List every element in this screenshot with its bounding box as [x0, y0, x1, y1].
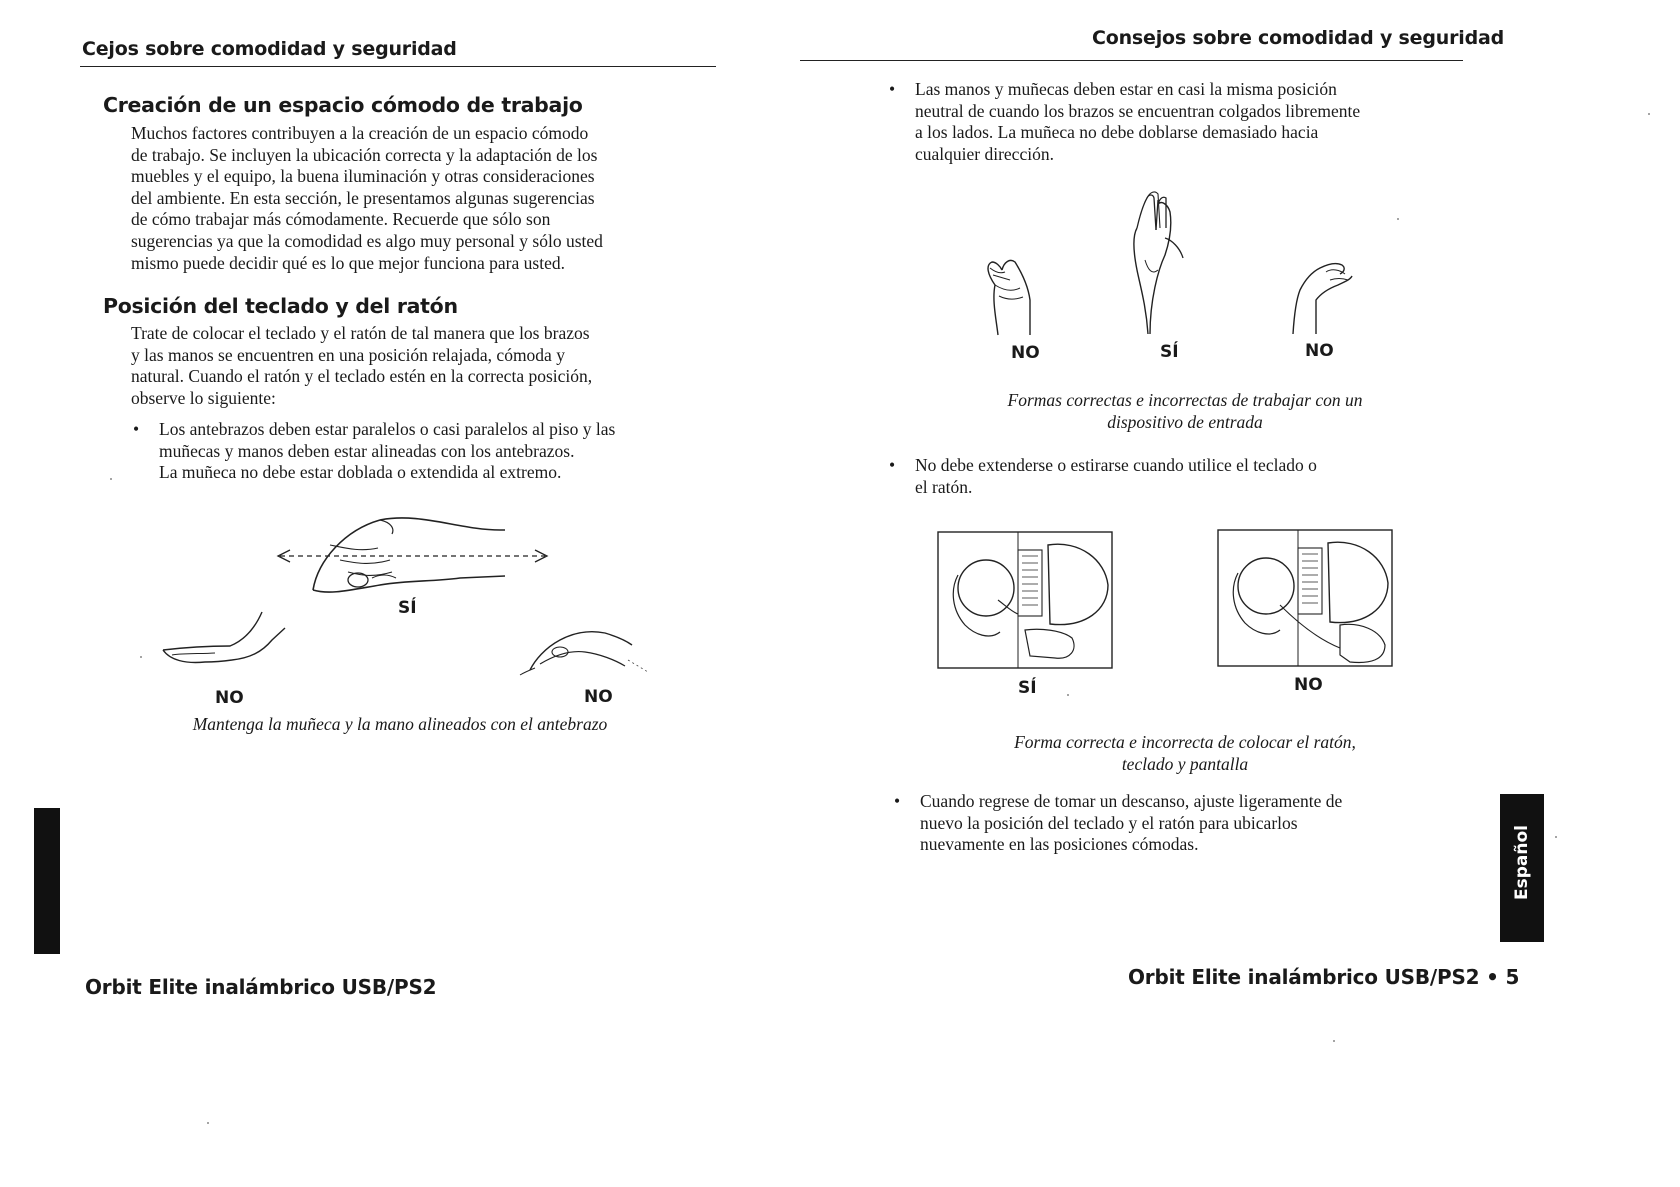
label-no: NO	[1305, 341, 1334, 361]
text-line: Los antebrazos deben estar paralelos o casi paralelos al piso y las	[159, 419, 616, 439]
language-side-tab	[1500, 794, 1544, 942]
left-footer: Orbit Elite inalámbrico USB/PS2	[85, 975, 437, 999]
text-line: nuevo la posición del teclado y el ratón para ubicarlos	[920, 812, 1298, 833]
bullet-dot: •	[889, 79, 896, 99]
label-yes: SÍ	[1018, 678, 1037, 698]
scan-speck	[1397, 218, 1399, 220]
text-line: muebles y el equipo, la buena iluminación y otras consideraciones	[131, 166, 595, 187]
figure-caption: Mantenga la muñeca y la mano alineados con el antebrazo	[192, 714, 608, 734]
scan-speck	[110, 478, 112, 480]
text-line: observe lo siguiente:	[131, 387, 276, 408]
bullet-after-break	[894, 791, 1480, 856]
caption-line: teclado y pantalla	[1121, 754, 1249, 774]
bullet-dot: •	[133, 419, 140, 439]
scan-speck	[207, 1122, 209, 1124]
text-line: cualquier dirección.	[915, 143, 1054, 164]
right-running-head: Consejos sobre comodidad y seguridad	[1092, 27, 1504, 49]
bullet-dot: •	[894, 791, 901, 811]
text-line: Las manos y muñecas deben estar en casi la misma posición	[915, 79, 1337, 99]
text-line: No debe extenderse o estirarse cuando utilice el teclado o	[915, 455, 1317, 475]
label-no: NO	[584, 687, 613, 707]
scan-speck	[1555, 836, 1557, 838]
text-line: Cuando regrese de tomar un descanso, ajuste ligeramente de	[920, 791, 1343, 811]
scan-speck	[1333, 1040, 1335, 1042]
right-footer: Orbit Elite inalámbrico USB/PS2 • 5	[1128, 965, 1520, 989]
language-tab-label: Español	[1512, 825, 1532, 900]
label-no: NO	[215, 688, 244, 708]
text-line: Trate de colocar el teclado y el ratón de tal manera que los brazos	[131, 323, 590, 343]
figure-caption	[900, 731, 1470, 775]
text-line: sugerencias ya que la comodidad es algo muy personal y sólo usted	[131, 230, 603, 251]
section-heading-workspace: Creación de un espacio cómodo de trabajo	[103, 93, 583, 117]
text-line: el ratón.	[915, 476, 973, 497]
text-line: natural. Cuando el ratón y el teclado estén en la correcta posición,	[131, 366, 593, 387]
caption-line: Forma correcta e incorrecta de colocar el ratón,	[1014, 732, 1356, 752]
section-heading-keyboard-mouse: Posición del teclado y del ratón	[103, 294, 458, 318]
text-line: y las manos se encuentren en una posición relajada, cómoda y	[131, 344, 565, 365]
scan-speck	[1067, 694, 1069, 696]
label-no: NO	[1294, 675, 1323, 695]
text-line: de trabajo. Se incluyen la ubicación correcta y la adaptación de los	[131, 144, 598, 165]
label-no: NO	[1011, 343, 1040, 363]
text-line: La muñeca no debe estar doblada o extendida al extremo.	[159, 462, 562, 483]
text-line: del ambiente. En esta sección, le presentamos algunas sugerencias	[131, 187, 595, 208]
text-line: nuevamente en las posiciones cómodas.	[920, 834, 1199, 855]
scan-speck	[140, 656, 142, 658]
text-line: de cómo trabajar más cómodamente. Recuerde que sólo son	[131, 209, 551, 230]
bullet-dot: •	[889, 455, 896, 475]
text-line: muñecas y manos deben estar alineadas con los antebrazos.	[159, 440, 575, 461]
text-line: neutral de cuando los brazos se encuentran colgados libremente	[915, 100, 1361, 121]
text-line: a los lados. La muñeca no debe doblarse demasiado hacia	[915, 122, 1319, 143]
left-running-head: Cejos sobre comodidad y seguridad	[82, 38, 457, 60]
caption-line: Formas correctas e incorrectas de trabajar con un	[1007, 390, 1363, 410]
caption-line: dispositivo de entrada	[1107, 412, 1263, 432]
scan-speck	[1648, 113, 1650, 115]
label-yes: SÍ	[398, 598, 417, 618]
text-line: Muchos factores contribuyen a la creación de un espacio cómodo	[131, 123, 589, 143]
label-yes: SÍ	[1160, 342, 1179, 362]
text-line: mismo puede decidir qué es lo que mejor funciona para usted.	[131, 252, 565, 273]
